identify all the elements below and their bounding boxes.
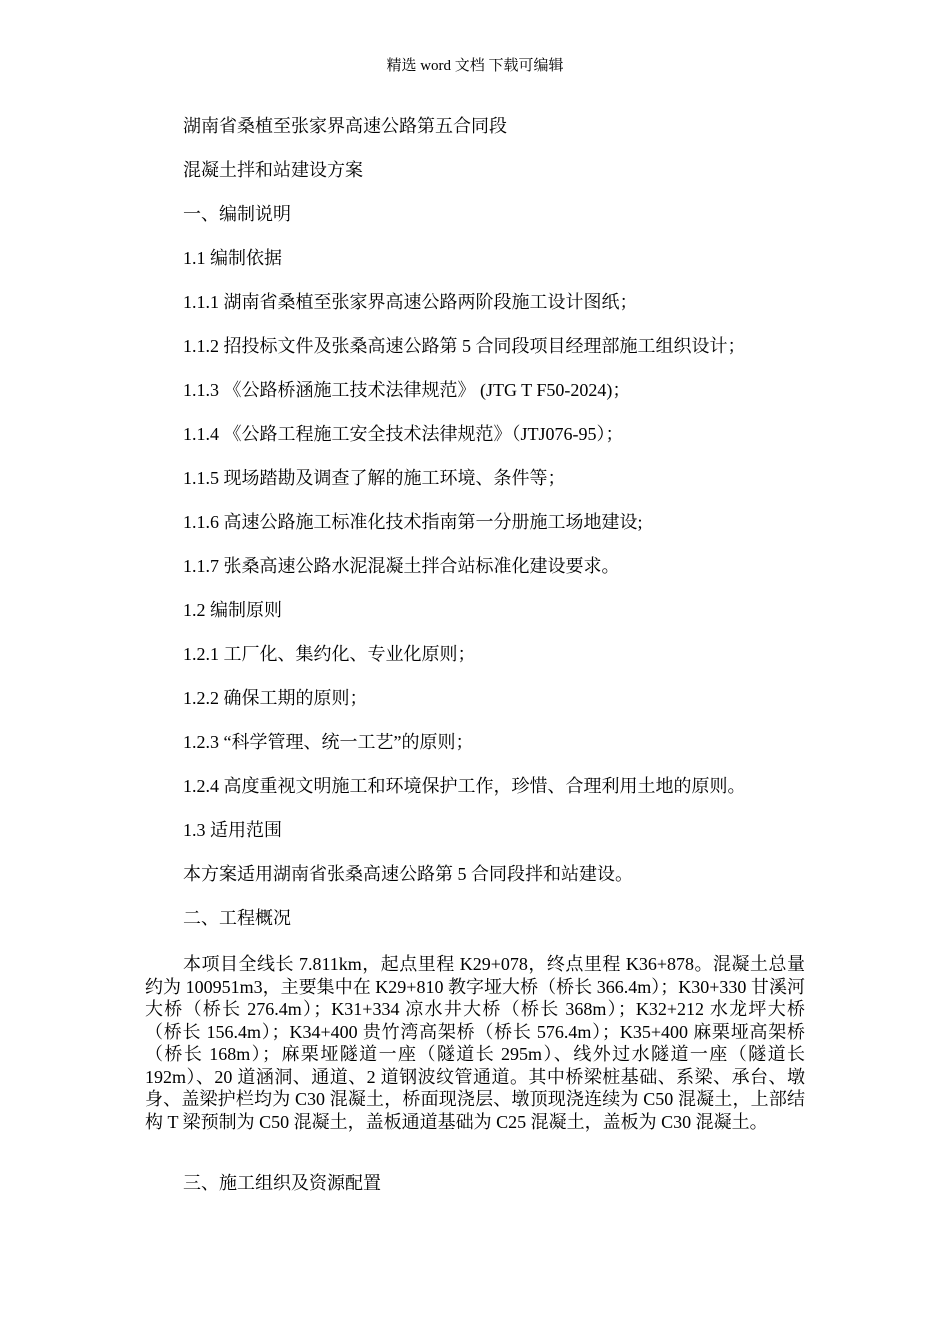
document-title: 湖南省桑植至张家界高速公路第五合同段 (183, 116, 507, 136)
list-item-1-1-3: 1.1.3 《公路桥涵施工技术法律规范》 (JTG T F50-2024)； (183, 380, 631, 400)
subsection-heading-1-1: 1.1 编制依据 (183, 248, 282, 268)
page-header: 精选 word 文档 下载可编辑 (386, 58, 564, 74)
list-item-1-2-4: 1.2.4 高度重视文明施工和环境保护工作，珍惜、合理利用土地的原则。 (183, 776, 746, 796)
scope-text: 本方案适用湖南省张桑高速公路第 5 合同段拌和站建设。 (183, 864, 633, 884)
list-item-1-1-6: 1.1.6 高速公路施工标准化技术指南第一分册施工场地建设; (183, 512, 643, 532)
list-item-1-1-7: 1.1.7 张桑高速公路水泥混凝土拌合站标准化建设要求。 (183, 556, 620, 576)
list-item-1-2-2: 1.2.2 确保工期的原则； (183, 688, 368, 708)
subsection-heading-1-3: 1.3 适用范围 (183, 820, 282, 840)
subsection-heading-1-2: 1.2 编制原则 (183, 600, 282, 620)
overview-paragraph: 本项目全线长 7.811km，起点里程 K29+078，终点里程 K36+878。混凝土总量约为 100951m3，主要集中在 K29+810 教字垭大桥（桥长 366.4m）；K30+330 甘溪河大桥（桥长 276.4m）；K31+334 凉水井大桥（桥长 368m）；K32+212 水龙坪大桥（桥长 156.4m）；K34+400 贵竹湾高架桥（桥长 576.4m）；K35+400 麻栗垭高架桥（桥长 168m）；麻栗垭隧道一座（隧道长 295m）、线外过水隧道一座（隧道长 192m）、20 道涵洞、通道、2 道钢波纹管通道。其中桥梁桩基础、系梁、承台、墩身、盖梁护栏均为 C30 混凝土，桥面现浇层、墩顶现浇连续为 C50 混凝土，上部结构 T 梁预制为 C50 混凝土，盖板通道基础为 C25 混凝土，盖板为 C30 混凝土。 (145, 954, 805, 1132)
section-heading-3: 三、施工组织及资源配置 (183, 1173, 381, 1193)
section-heading-1: 一、编制说明 (183, 204, 291, 224)
list-item-1-2-3: 1.2.3 “科学管理、统一工艺”的原则； (183, 732, 474, 752)
section-heading-2: 二、工程概况 (183, 908, 291, 928)
list-item-1-1-5: 1.1.5 现场踏勘及调查了解的施工环境、条件等； (183, 468, 566, 488)
list-item-1-1-4: 1.1.4 《公路工程施工安全技术法律规范》（JTJ076-95）； (183, 424, 624, 444)
list-item-1-2-1: 1.2.1 工厂化、集约化、专业化原则； (183, 644, 476, 664)
document-subtitle: 混凝土拌和站建设方案 (183, 160, 363, 180)
list-item-1-1-2: 1.1.2 招投标文件及张桑高速公路第 5 合同段项目经理部施工组织设计； (183, 336, 746, 356)
list-item-1-1-1: 1.1.1 湖南省桑植至张家界高速公路两阶段施工设计图纸； (183, 292, 638, 312)
